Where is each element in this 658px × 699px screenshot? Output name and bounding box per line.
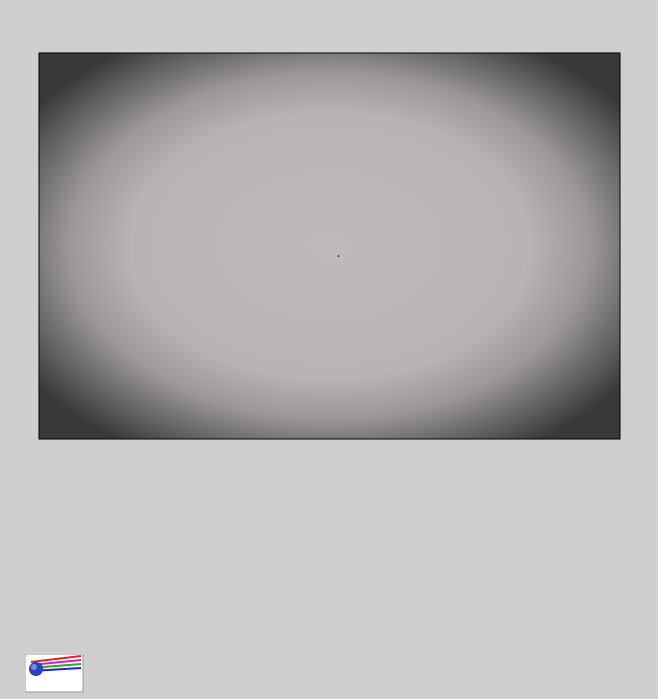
imatest-logo-icon	[25, 654, 85, 694]
center-marker	[338, 255, 340, 257]
imatest-logo	[25, 654, 85, 694]
plot-area	[39, 53, 620, 439]
